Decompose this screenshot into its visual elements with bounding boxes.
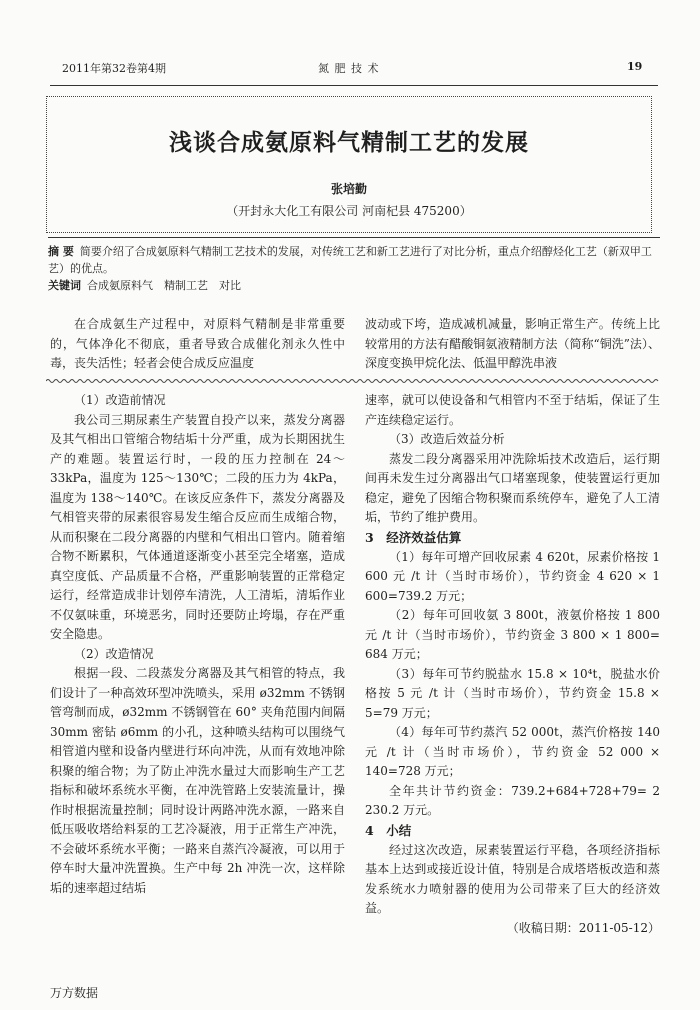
- author: 张培勤: [330, 182, 367, 196]
- affiliation: （开封永大化工有限公司 河南杞县 475200）: [226, 204, 472, 218]
- subheading-after: （3）改造后效益分析: [389, 432, 505, 446]
- paragraph-before: 我公司三期尿素生产装置自投产以来，蒸发分离器及其气相出口管缩合物结垢十分严重，成为长期困扰生产的难题。装置运行时，一段的压力控制在 24～33kPa，温度为 125～130℃；二段的压力为 4kPa，温度为 138～140℃。在该反应条件下，蒸发分离器及气相管夹带的尿素很容易发生缩合反应而生成缩合物，从而积聚在二段分离器的内壁和气相出口管内。随着缩合物不断累积，气体通道逐渐变小甚至完全堵塞，造成真空度低、产品质量不合格，严重影响装置的正常稳定运行，经常造成非计划停车清洗，人工清垢，清垢作业不仅氨味重，环境恶劣，同时还要防止垮塌，存在严重安全隐患。: [50, 412, 345, 641]
- received-date: （收稿日期：2011-05-12）: [506, 920, 660, 935]
- benefit-item-1: （1）每年可增产回收尿素 4 620t，尿素价格按 1 600 元 /t 计（当时市场价），节约资金 4 620 × 1 600=739.2 万元；: [365, 549, 660, 603]
- benefit-total: 全年共计节约资金：739.2+684+728+79= 2 230.2 万元。: [365, 783, 660, 817]
- intro-left: 在合成氨生产过程中，对原料气精制是非常重要的，气体净化不彻底，重者导致合成催化剂永久性中毒，丧失活性；轻者会使合成反应温度: [50, 317, 345, 370]
- journal-name: 氮 肥 技 术: [318, 62, 380, 75]
- keywords: [48, 277, 660, 294]
- benefit-item-4: （4）每年可节约蒸汽 52 000t，蒸汽价格按 140 元 /t 计（当时市场价），节约资金 52 000 × 140=728 万元；: [365, 725, 660, 778]
- benefit-item-3: （3）每年可节约脱盐水 15.8 × 10⁴t，脱盐水价格按 5 元 /t 计（当时市场价），节约资金 15.8 × 5=79 万元；: [365, 666, 660, 720]
- header-rule: [50, 85, 658, 86]
- intro-right: 波动或下垮，造成减机减量，影响正常生产。传统上比较常用的方法有醋酸铜氨液精制方法（简称“铜洗”法）、深度变换甲烷化法、低温甲醇洗串液: [365, 317, 660, 370]
- abstract-text: 简要介绍了合成氨原料气精制工艺技术的发展，对传统工艺和新工艺进行了对比分析，重点介绍醇烃化工艺（新双甲工艺）的优点。: [48, 245, 652, 275]
- abstract-block: [48, 243, 660, 294]
- wavy-divider: [46, 378, 660, 384]
- section-3-heading: 3 经济效益估算: [365, 529, 462, 545]
- paragraph-continued: 速率，就可以使设备和气相管内不至于结垢，保证了生产连续稳定运行。: [365, 393, 660, 427]
- abstract: [48, 243, 660, 277]
- paragraph-during: 根据一段、二段蒸发分离器及其气相管的特点，我们设计了一种高效环型冲洗喷头，采用 ø32mm 不锈钢管弯制而成，ø32mm 不锈钢管在 60° 夹角范围内间隔 30mm 密钻 ø6mm 的小孔，这种喷头结构可以围绕气相管道内壁和设备内壁进行环向冲洗，从而有效地冲除积聚的缩合物；为了防止冲洗水量过大而影响生产工艺指标和破坏系统水平衡，在冲洗管路上安装流量计，操作时根据流量控制；同时设计两路冲洗水源，一路来自低压吸收塔给料泵的工艺冷凝液，用于正常生产冲洗，不会破坏系统水平衡；一路来自蒸汽冷凝液，可以用于停车时大量冲洗置换。生产中每 2h 冲洗一次，这样除垢的速率超过结垢: [50, 666, 345, 895]
- keywords-text: 合成氨原料气 精制工艺 对比: [87, 279, 241, 292]
- issue-info: 2011年第32卷第4期: [62, 62, 166, 75]
- summary-paragraph: 经过这次改造，尿素装置运行平稳，各项经济指标基本上达到或接近设计值，特别是合成塔塔板改造和蒸发系统水力喷射器的使用为公司带来了巨大的经济效益。: [365, 842, 660, 915]
- benefit-item-2: （2）每年可回收氨 3 800t，液氨价格按 1 800 元 /t 计（当时市场价），节约资金 3 800 × 1 800= 684 万元；: [365, 608, 660, 661]
- abstract-label: 摘 要: [48, 245, 74, 258]
- left-column: [50, 391, 345, 898]
- right-column: [365, 391, 660, 936]
- article-title: 浅谈合成氨原料气精制工艺的发展: [169, 129, 529, 156]
- section-4-heading: 4 小结: [365, 822, 412, 838]
- paragraph-after: 蒸发二段分离器采用冲洗除垢技术改造后，运行期间再未发生过分离器出气口堵塞现象，使装置运行更加稳定，避免了因缩合物积聚而系统停车，避免了人工清垢，节约了维护费用。: [365, 451, 660, 524]
- title-rule: [48, 237, 660, 238]
- page-number: 19: [627, 60, 643, 73]
- keywords-label: 关键词: [48, 279, 81, 292]
- subheading-during: （2）改造情况: [74, 646, 154, 661]
- footer-watermark: 万方数据: [50, 986, 99, 1000]
- subheading-before: （1）改造前情况: [74, 393, 166, 407]
